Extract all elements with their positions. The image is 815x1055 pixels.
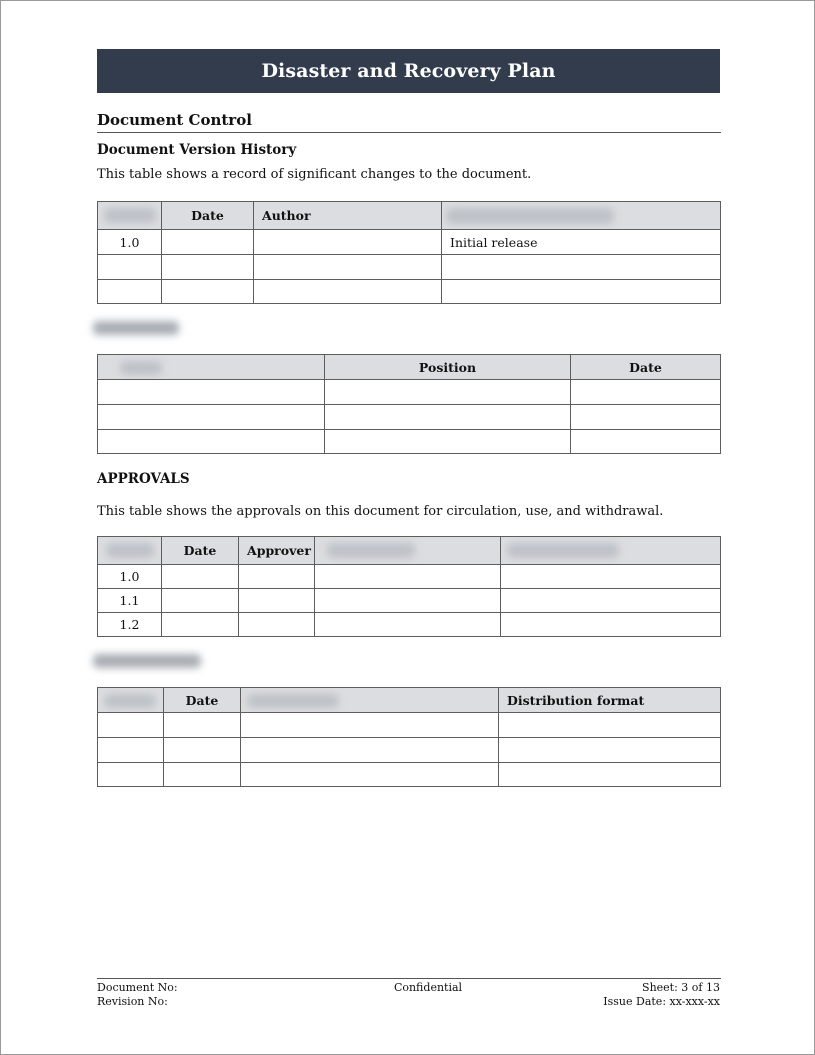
footer-issue-date: Issue Date: xx-xxx-xx xyxy=(603,995,720,1008)
cell-signature xyxy=(501,589,721,613)
table-row xyxy=(98,713,721,738)
cell-date xyxy=(162,565,239,589)
redacted-header-version xyxy=(98,202,162,230)
cell-name xyxy=(98,380,325,405)
redacted-header-signature xyxy=(501,537,721,565)
cell-date xyxy=(571,405,721,430)
table-row xyxy=(98,613,721,637)
approvals-heading: APPROVALS xyxy=(97,471,190,487)
cell-signature xyxy=(501,565,721,589)
cell-recipient xyxy=(241,763,499,787)
redacted-header-version xyxy=(98,537,162,565)
cell-recipient xyxy=(241,713,499,738)
cell-date xyxy=(162,255,254,280)
cell-copy xyxy=(98,713,164,738)
cell-copy xyxy=(98,763,164,787)
header-position: Position xyxy=(325,355,571,380)
cell-version: 1.1 xyxy=(98,589,162,613)
footer-classification: Confidential xyxy=(393,981,463,994)
redacted-header-title xyxy=(315,537,501,565)
cell-title xyxy=(315,613,501,637)
cell-version: 1.0 xyxy=(98,565,162,589)
table-header-row xyxy=(98,688,721,713)
redacted-text xyxy=(106,543,154,558)
version-history-table xyxy=(97,201,721,304)
cell-date xyxy=(571,430,721,454)
cell-position xyxy=(325,430,571,454)
table-row xyxy=(98,738,721,763)
cell-recipient xyxy=(241,738,499,763)
cell-position xyxy=(325,405,571,430)
table-row xyxy=(98,230,721,255)
cell-approver xyxy=(239,589,315,613)
redacted-header-description xyxy=(442,202,721,230)
cell-format xyxy=(499,738,721,763)
cell-author xyxy=(254,230,442,255)
footer-revision-no: Revision No: xyxy=(97,995,168,1008)
cell-date xyxy=(162,589,239,613)
cell-format xyxy=(499,763,721,787)
version-history-description: This table shows a record of significant changes to the document. xyxy=(97,167,532,182)
cell-version xyxy=(98,255,162,280)
redacted-text xyxy=(327,543,415,558)
redacted-text xyxy=(104,694,156,708)
table-header-row xyxy=(98,537,721,565)
footer-document-no: Document No: xyxy=(97,981,178,994)
redacted-header-recipient xyxy=(241,688,499,713)
table-row xyxy=(98,763,721,787)
cell-signature xyxy=(501,613,721,637)
cell-copy xyxy=(98,738,164,763)
version-history-heading: Document Version History xyxy=(97,142,297,158)
cell-date xyxy=(571,380,721,405)
cell-version: 1.2 xyxy=(98,613,162,637)
cell-version xyxy=(98,280,162,304)
cell-date xyxy=(164,763,241,787)
table-header-row xyxy=(98,355,721,380)
redacted-reviewers-heading xyxy=(93,321,179,335)
cell-description: Initial release xyxy=(442,230,721,255)
table-row xyxy=(98,380,721,405)
cell-date xyxy=(162,230,254,255)
redacted-text xyxy=(507,543,619,558)
redacted-text xyxy=(104,208,156,223)
cell-date xyxy=(162,280,254,304)
cell-title xyxy=(315,565,501,589)
cell-approver xyxy=(239,565,315,589)
header-date: Date xyxy=(162,537,239,565)
redacted-distribution-heading xyxy=(93,654,201,668)
header-date: Date xyxy=(164,688,241,713)
cell-name xyxy=(98,405,325,430)
redacted-header-name xyxy=(98,355,325,380)
table-header-row xyxy=(98,202,721,230)
cell-version: 1.0 xyxy=(98,230,162,255)
footer-sheet-number: Sheet: 3 of 13 xyxy=(642,981,720,994)
cell-position xyxy=(325,380,571,405)
cell-approver xyxy=(239,613,315,637)
header-distribution-format: Distribution format xyxy=(499,688,721,713)
table-row xyxy=(98,280,721,304)
cell-format xyxy=(499,713,721,738)
document-title-banner xyxy=(97,49,720,93)
approvals-description: This table shows the approvals on this document for circulation, use, and withdrawal. xyxy=(97,504,664,519)
table-row xyxy=(98,405,721,430)
footer-divider xyxy=(97,978,721,979)
table-row xyxy=(98,430,721,454)
cell-name xyxy=(98,430,325,454)
cell-title xyxy=(315,589,501,613)
redacted-text xyxy=(247,694,339,708)
table-row xyxy=(98,565,721,589)
cell-description xyxy=(442,255,721,280)
header-approver: Approver xyxy=(239,537,315,565)
approvals-table xyxy=(97,536,721,637)
cell-date xyxy=(164,713,241,738)
cell-description xyxy=(442,280,721,304)
cell-date xyxy=(162,613,239,637)
header-author: Author xyxy=(254,202,442,230)
header-date: Date xyxy=(162,202,254,230)
reviewers-table xyxy=(97,354,721,454)
section-title: Document Control xyxy=(97,111,721,133)
document-title: Disaster and Recovery Plan xyxy=(261,60,556,82)
distribution-table xyxy=(97,687,721,787)
redacted-text xyxy=(446,208,614,224)
cell-author xyxy=(254,280,442,304)
redacted-header-copy xyxy=(98,688,164,713)
cell-author xyxy=(254,255,442,280)
redacted-text xyxy=(120,361,162,375)
header-date: Date xyxy=(571,355,721,380)
table-row xyxy=(98,255,721,280)
cell-date xyxy=(164,738,241,763)
table-row xyxy=(98,589,721,613)
